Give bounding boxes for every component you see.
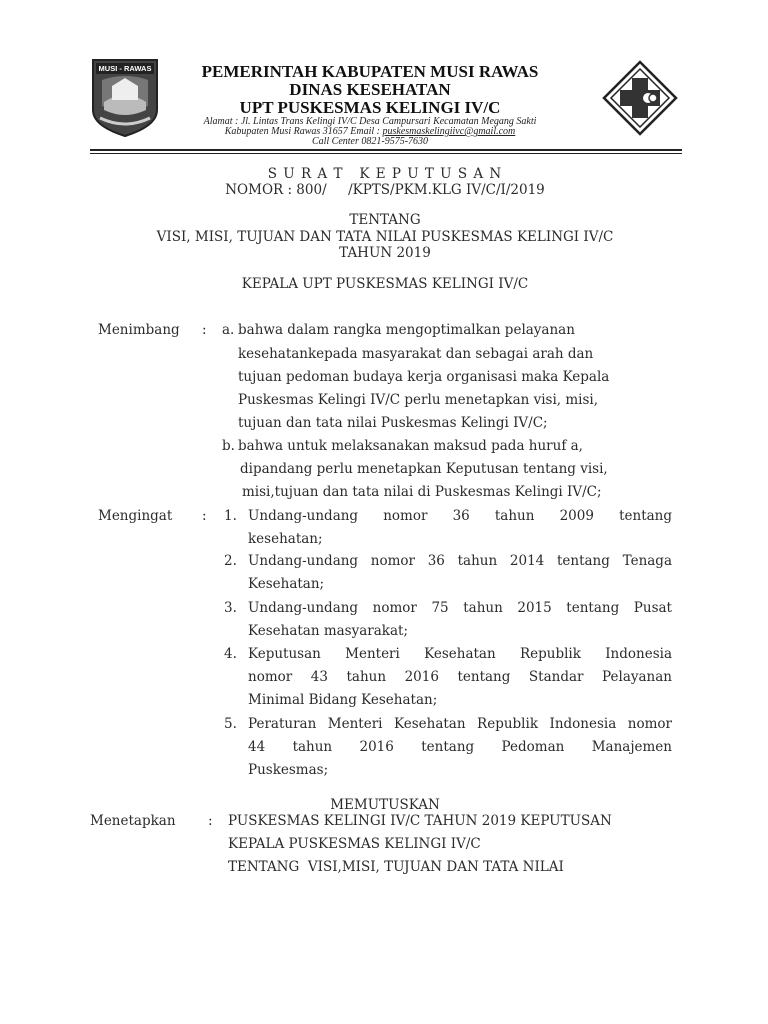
menimbang-b-line: bahwa untuk melaksanakan maksud pada huruf a, bbox=[238, 438, 583, 454]
mengingat-item-line: Undang-undang nomor 36 tahun 2014 tentang Tenaga bbox=[248, 553, 672, 569]
emblem-label: MUSI - RAWAS bbox=[98, 64, 152, 73]
menimbang-a-line: tujuan pedoman budaya kerja organisasi maka Kepala bbox=[238, 369, 610, 385]
menimbang-b-line: misi,tujuan dan tata nilai di Puskesmas Kelingi IV/C; bbox=[242, 484, 602, 500]
document-number: NOMOR : 800/ /KPTS/PKM.KLG IV/C/I/2019 bbox=[225, 182, 545, 198]
menetapkan-line: PUSKESMAS KELINGI IV/C TAHUN 2019 KEPUTUSAN bbox=[228, 813, 612, 829]
document-type: S U R A T K E P U T U S A N bbox=[267, 166, 503, 182]
menimbang-a-line: Puskesmas Kelingi IV/C perlu menetapkan visi, misi, bbox=[238, 392, 599, 408]
mengingat-item-line: Kesehatan masyarakat; bbox=[248, 623, 408, 639]
memutuskan-heading: MEMUTUSKAN bbox=[330, 797, 440, 813]
document-subject: VISI, MISI, TUJUAN DAN TATA NILAI PUSKESMAS KELINGI IV/C bbox=[156, 229, 614, 245]
menimbang-a-marker: a. bbox=[222, 322, 235, 338]
puskesmas-name: UPT PUSKESMAS KELINGI IV/C bbox=[239, 98, 501, 117]
tentang-label: TENTANG bbox=[349, 212, 421, 228]
mengingat-item-line: Peraturan Menteri Kesehatan Republik Indonesia nomor bbox=[248, 716, 672, 732]
call-center: Call Center 0821-9575-7630 bbox=[311, 136, 429, 147]
menimbang-b-line: dipandang perlu menetapkan Keputusan tentang visi, bbox=[240, 461, 608, 477]
mengingat-item-line: Minimal Bidang Kesehatan; bbox=[248, 692, 438, 708]
mengingat-colon: : bbox=[202, 508, 207, 524]
address-line: Alamat : Jl. Lintas Trans Kelingi IV/C Desa Campursari Kecamatan Megang Sakti bbox=[203, 116, 537, 127]
government-name: PEMERINTAH KABUPATEN MUSI RAWAS bbox=[201, 62, 539, 81]
menetapkan-line: KEPALA PUSKESMAS KELINGI IV/C bbox=[228, 836, 481, 852]
menimbang-a-line: bahwa dalam rangka mengoptimalkan pelayanan bbox=[238, 322, 575, 338]
address-text: Kabupaten Musi Rawas 31657 Email : bbox=[224, 126, 383, 137]
menimbang-b-marker: b. bbox=[222, 438, 235, 454]
issuing-authority: KEPALA UPT PUSKESMAS KELINGI IV/C bbox=[241, 276, 529, 292]
mengingat-item-number: 3. bbox=[224, 600, 237, 616]
menetapkan-label: Menetapkan bbox=[90, 813, 176, 829]
mengingat-item-number: 5. bbox=[224, 716, 237, 732]
menimbang-a-line: tujuan dan tata nilai Puskesmas Kelingi IV/C; bbox=[238, 415, 548, 431]
mengingat-item-line: Puskesmas; bbox=[248, 762, 329, 778]
menimbang-a-line: kesehatankepada masyarakat dan sebagai arah dan bbox=[238, 346, 594, 362]
menetapkan-colon: : bbox=[208, 813, 213, 829]
document-year: TAHUN 2019 bbox=[339, 245, 431, 261]
email-link[interactable]: puskesmaskelingiivc@gmail.com bbox=[382, 126, 516, 137]
mengingat-item-line: Kesehatan; bbox=[248, 576, 325, 592]
mengingat-item-line: Undang-undang nomor 75 tahun 2015 tentang Pusat bbox=[248, 600, 672, 616]
mengingat-item-line: Keputusan Menteri Kesehatan Republik Indonesia bbox=[248, 646, 672, 662]
header-rule-thick bbox=[90, 149, 682, 151]
puskesmas-logo-icon bbox=[602, 60, 678, 136]
mengingat-item-number: 1. bbox=[224, 508, 237, 524]
mengingat-item-line: Undang-undang nomor 36 tahun 2009 tentang bbox=[248, 508, 672, 524]
mengingat-item-line: 44 tahun 2016 tentang Pedoman Manajemen bbox=[248, 739, 672, 755]
mengingat-item-number: 4. bbox=[224, 646, 237, 662]
mengingat-item-line: nomor 43 tahun 2016 tentang Standar Pelayanan bbox=[248, 669, 672, 685]
header-rule-thin bbox=[90, 153, 682, 154]
menetapkan-line: TENTANG VISI,MISI, TUJUAN DAN TATA NILAI bbox=[228, 859, 564, 875]
agency-name: DINAS KESEHATAN bbox=[289, 80, 451, 99]
mengingat-label: Mengingat bbox=[98, 508, 173, 524]
mengingat-item-line: kesehatan; bbox=[248, 531, 323, 547]
mengingat-item-number: 2. bbox=[224, 553, 237, 569]
menimbang-label: Menimbang bbox=[98, 322, 180, 338]
menimbang-colon: : bbox=[202, 322, 207, 338]
